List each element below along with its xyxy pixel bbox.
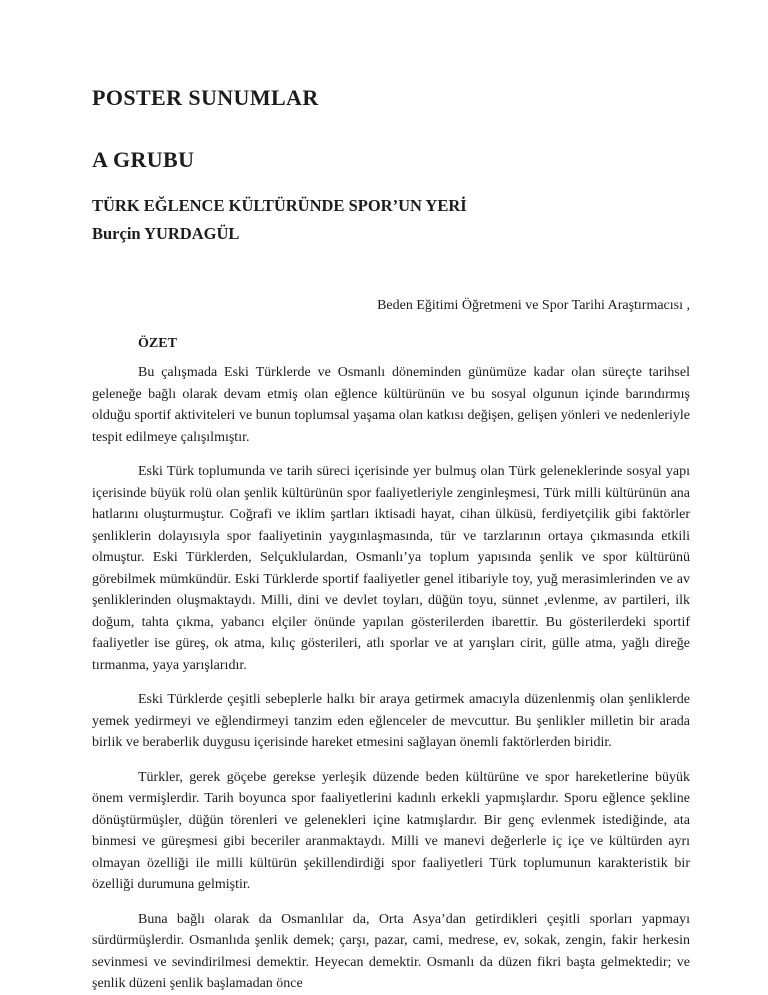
abstract-heading: ÖZET bbox=[138, 336, 177, 351]
abstract-paragraph-4: Türkler, gerek göçebe gerekse yerleşik düzende beden kültürüne ve spor hareketlerine büyük önem vermişlerdir. Tarih boyunca spor faaliyetlerini kadınlı erkekli yapmışlardır. Sporu eğlence şekline dönüştürmüşler, düğün törenleri ve gelenekleri içine katmışlardır. Bir genç evlenmek istediğinde, ata binmesi ve güreşmesi gibi beceriler aranmaktaydı. Milli ve manevi değerlerle iç içe ve kültürden ayrı olmayan özelliği ile milli kültürün şekillendirdiği spor faaliyetleri Türk toplumunun karakteristik bir özelliği durumuna gelmiştir. bbox=[92, 769, 690, 892]
author-affiliation: Beden Eğitimi Öğretmeni ve Spor Tarihi Araştırmacısı , bbox=[377, 298, 690, 313]
paper-title: TÜRK EĞLENCE KÜLTÜRÜNDE SPOR’UN YERİ bbox=[92, 196, 467, 215]
abstract-body bbox=[92, 362, 690, 995]
abstract-paragraph-2: Eski Türk toplumunda ve tarih süreci içerisinde yer bulmuş olan Türk geleneklerinde sosyal yapı içerisinde büyük rolü olan şenlik kültürünün spor faaliyetleriyle zenginleşmesi, Türk milli kültürünün ana hatlarını oluşturmuştur. Coğrafi ve iklim şartları iktisadi hayat, cihan ülküsü, ferdiyetçilik gibi faktörler şenliklerin dolayısıyla spor faaliyetinin yaygınlaşmasında, tür ve tarzlarının ortaya çıkmasında etkili olmuştur. Eski Türklerden, Selçuklulardan, Osmanlı’ya toplum yapısında şenlik ve spor kültürünü görebilmek mümkündür. Eski Türklerde sportif faaliyetler genel itibariyle toy, yuğ merasimlerinden ve av şenliklerinden oluşmaktaydı. Milli, dini ve devlet toyları, düğün toyu, sünnet ,evlenme, av partileri, ilk doğum, tahta çıkma, yabancı elçiler önünde yapılan gösterilerden ibarettir. Bu gösterilerdeki sportif faaliyetler ise güreş, ok atma, kılıç gösterileri, atlı sporlar ve at yarışları cirit, gülle atma, yağlı direğe tırmanma, yaya yarışlarıdır. bbox=[92, 464, 690, 673]
abstract-paragraph-5: Buna bağlı olarak da Osmanlılar da, Orta Asya’dan getirdikleri çeşitli sporları yapmayı sürdürmüşlerdir. Osmanlıda şenlik demek; çarşı, pazar, cami, medrese, ev, sokak, zengin, fakir herkesin sevinmesi ve sevindirilmesi demektir. Heyecan demektir. Osmanlı da düzen fikri başta gelmektedir; ve şenlik düzeni şenlik başlamadan önce bbox=[92, 911, 690, 991]
author-name: Burçin YURDAGÜL bbox=[92, 224, 240, 243]
section-title: POSTER SUNUMLAR bbox=[92, 85, 319, 110]
group-heading: A GRUBU bbox=[92, 147, 195, 172]
abstract-paragraph-3: Eski Türklerde çeşitli sebeplerle halkı bir araya getirmek amacıyla düzenlenmiş olan şenliklerde yemek yedirmeyi ve eğlendirmeyi tanzim eden eğlenceler de mevcuttur. Bu şenlikler milletin bir arada birlik ve beraberlik duygusu içerisinde hareket etmesini sağlayan önemli faktörlerden biridir. bbox=[92, 692, 690, 750]
abstract-paragraph-1: Bu çalışmada Eski Türklerde ve Osmanlı döneminden günümüze kadar olan süreçte tarihsel geleneğe bağlı olarak devam etmiş olan eğlence kültürünün ve bu sosyal olgunun içinde barındırmış olduğu sportif aktiviteleri ve bunun toplumsal yaşama olan katkısı değişen, gelişen yönleri ve nedenleriyle tespit edilmeye çalışılmıştır. bbox=[92, 365, 690, 445]
